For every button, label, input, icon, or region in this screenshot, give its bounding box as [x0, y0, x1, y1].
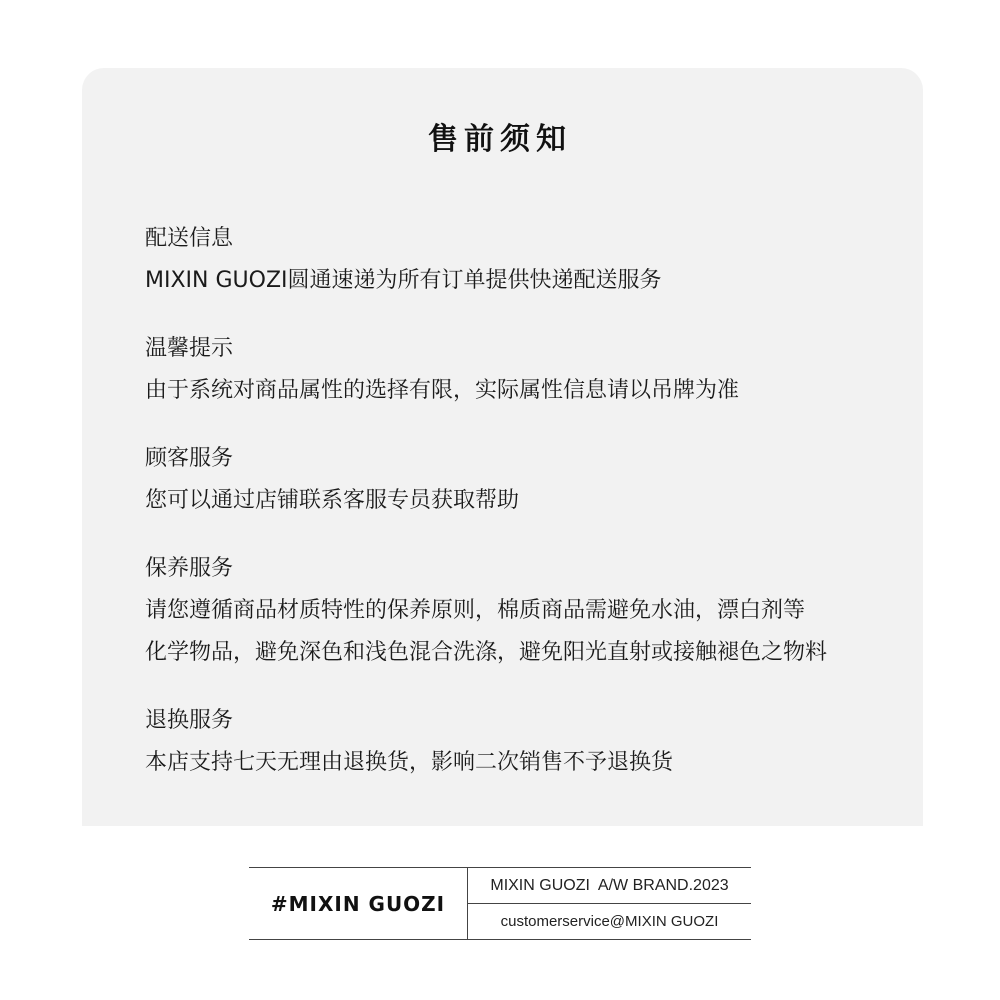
- section-heading: 顾客服务: [145, 446, 234, 471]
- section-tips: [145, 334, 739, 406]
- section-text: 请您遵循商品材质特性的保养原则，棉质商品需避免水油，漂白剂等: [145, 598, 806, 623]
- section-text: 由于系统对商品属性的选择有限，实际属性信息请以吊牌为准: [145, 378, 740, 403]
- section-text: 本店支持七天无理由退换货，影响二次销售不予退换货: [145, 750, 674, 775]
- brand-hashtag: #MIXIN GUOZI: [249, 868, 468, 939]
- customer-service-contact: customerservice@MIXIN GUOZI: [500, 913, 719, 930]
- section-care: [145, 554, 827, 668]
- section-heading: 退换服务: [145, 708, 234, 733]
- brand-footer: [249, 867, 751, 940]
- section-heading: 保养服务: [145, 556, 234, 581]
- page-title: 售前须知: [428, 122, 572, 157]
- brand-season: MIXIN GUOZI A/W BRAND.2023: [468, 868, 751, 904]
- brand-info: [468, 868, 751, 939]
- section-heading: 温馨提示: [145, 336, 234, 361]
- section-text: 化学物品，避免深色和浅色混合洗涤，避免阳光直射或接触褪色之物料: [145, 640, 828, 665]
- section-returns: [145, 706, 673, 778]
- section-text: 您可以通过店铺联系客服专员获取帮助: [145, 488, 520, 513]
- section-customer-service: [145, 444, 519, 516]
- section-delivery: [145, 224, 662, 296]
- section-text: MIXIN GUOZI圆通速递为所有订单提供快递配送服务: [145, 268, 662, 293]
- section-heading: 配送信息: [145, 226, 234, 251]
